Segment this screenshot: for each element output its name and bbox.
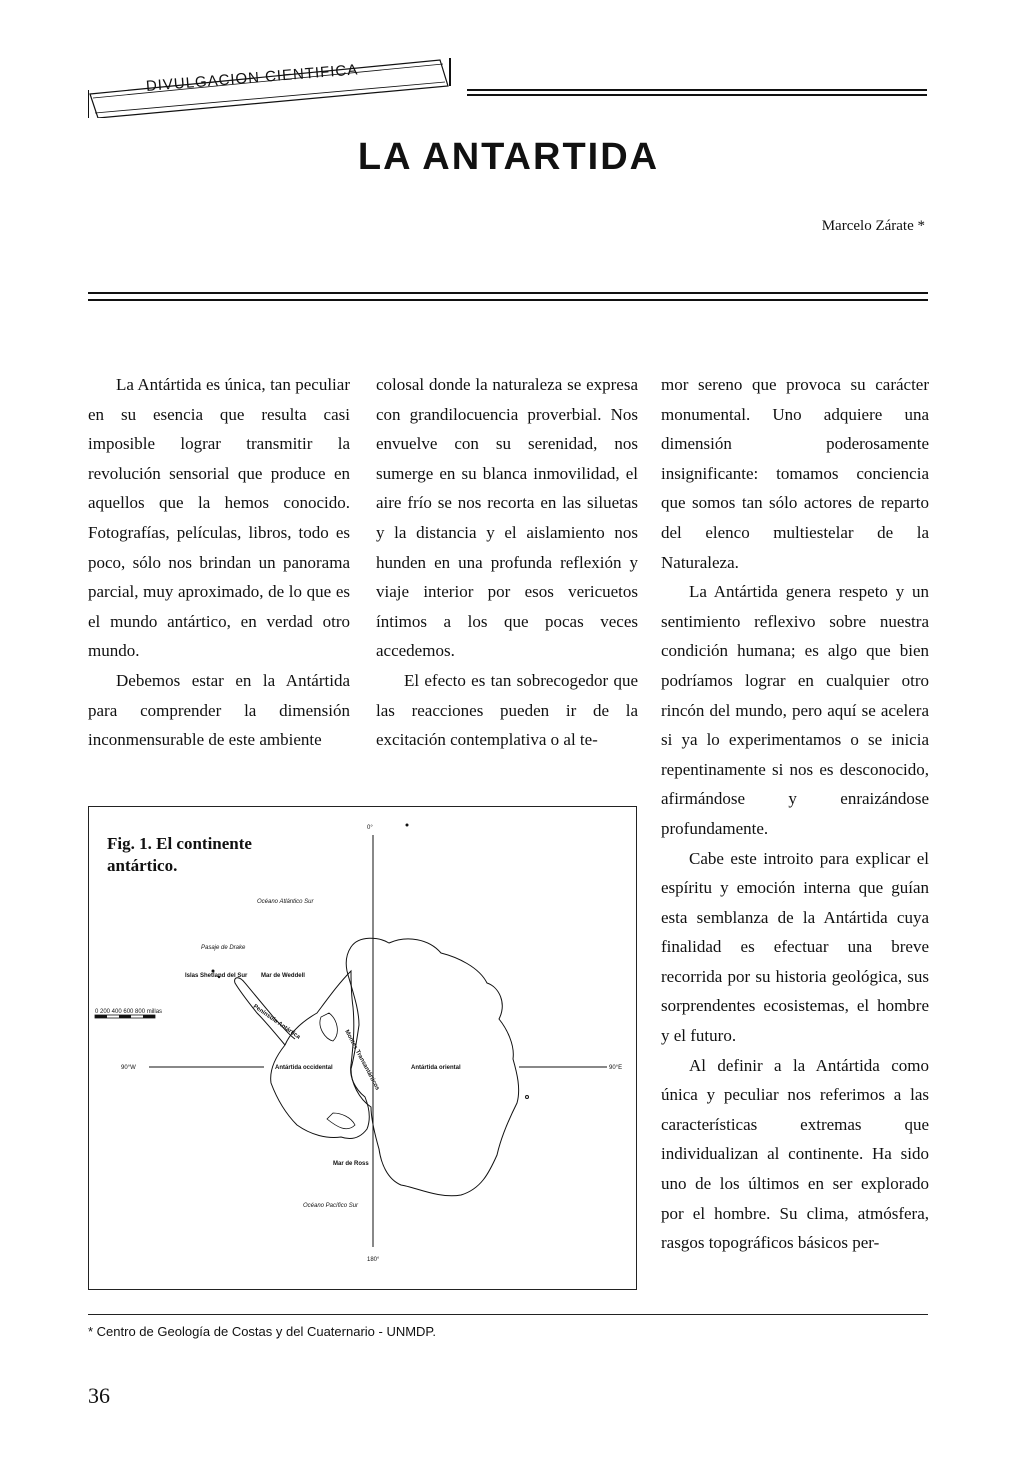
label-0deg: 0°: [367, 825, 373, 831]
paragraph: Al definir a la Antártida como única y peculiar nos referimos a las características extremas que individualizan al continente. Ha sido uno de los últimos en ser explorado por el hombre. Su clima, atmósfera, rasgos topográficos básicos per-: [661, 1055, 929, 1253]
label-90e: 90°E: [609, 1065, 623, 1071]
footnote-rule: [88, 1314, 928, 1315]
paragraph: colosal donde la naturaleza se expresa con grandilocuencia proverbial. Nos envuelve con su serenidad, nos sumerge en su blanca inmovilidad, el aire frío se nos recorta en las siluetas y la distancia y el aislamiento nos hunden en una profunda reflexión y viaje interior por esos vericuetos íntimos a los que pocas veces accedemos.: [376, 375, 638, 661]
figure-map: [88, 806, 637, 1290]
paragraph: mor sereno que provoca su carácter monumental. Uno adquiere una dimensión poderosamente insignificante: tomamos conciencia que somos tan sólo actores de reparto del elenco multiestelar de la Naturaleza.: [661, 375, 929, 572]
text-column-2: [376, 370, 638, 755]
label-shetland: Islas Shetland del Sur: [185, 973, 248, 979]
scale-bar: [95, 1015, 155, 1018]
label-180deg: 180°: [367, 1257, 380, 1263]
label-drake: Pasaje de Drake: [201, 945, 246, 951]
text-column-3: [661, 370, 929, 1258]
section-banner: [88, 58, 458, 118]
paragraph: El efecto es tan sobrecogedor que las reacciones pueden ir de la excitación contemplativa o al te-: [376, 670, 638, 750]
text-column-1: [88, 370, 350, 755]
article-title: LA ANTARTIDA: [357, 136, 660, 178]
paragraph: Cabe este introito para explicar el espíritu y emoción interna que guían esta semblanza de la Antártida cuya finalidad es efectuar una breve recorrida por su historia geológica, sus sorprendentes ecosistemas, el hombre y el futuro.: [661, 848, 929, 1046]
island: [406, 824, 409, 827]
label-atlantic: Océano Atlántico Sur: [257, 899, 314, 905]
label-peninsula: Península Antártica: [251, 1003, 302, 1041]
antarctica-map: [89, 807, 638, 1291]
header-rule: [467, 89, 927, 96]
footnote: * Centro de Geología de Costas y del Cuaternario - UNMDP.: [88, 1324, 437, 1339]
scale-label: 0 200 400 600 800 millas: [95, 1009, 163, 1015]
island: [526, 1096, 529, 1099]
label-west-antarctica: Antártida occidental: [275, 1065, 333, 1071]
label-90w: 90°W: [121, 1065, 136, 1071]
page-number: 36: [88, 1383, 110, 1408]
paragraph: La Antártida genera respeto y un sentimiento reflexivo sobre nuestra condición humana; es algo que bien podríamos lograr en cualquier otro rincón del mundo, pero aquí se acelera si ya lo experimentamos o se inicia repentinamente si nos es desconocido, afirmándose y enraizándose profundamente.: [661, 582, 929, 838]
paragraph: Debemos estar en la Antártida para comprender la dimensión inconmensurable de este ambiente: [88, 670, 350, 750]
weddell-ice-shelf: [320, 1013, 337, 1041]
label-weddell: Mar de Weddell: [261, 973, 305, 979]
title-rule: [88, 292, 928, 301]
section-label: DIVULGACION CIENTIFICA: [145, 61, 359, 95]
label-east-antarctica: Antártida oriental: [411, 1065, 461, 1071]
label-ross: Mar de Ross: [333, 1161, 369, 1167]
figure-caption: Fig. 1. El continente antártico.: [107, 834, 252, 875]
paragraph: La Antártida es única, tan peculiar en su esencia que resulta casi imposible lograr transmitir la revolución sensorial que produce en aquellos que la hemos conocido. Fotografías, películas, libros, todo es poco, sólo nos brindan un panorama parcial, muy aproximado, de lo que es el mundo antártico, en verdad otro mundo.: [88, 375, 350, 661]
author-name: Marcelo Zárate *: [821, 218, 925, 234]
ross-ice-shelf: [327, 1113, 355, 1129]
label-transantarctic: Montes Transantárticos: [343, 1029, 381, 1092]
label-pacific: Océano Pacífico Sur: [303, 1203, 359, 1209]
